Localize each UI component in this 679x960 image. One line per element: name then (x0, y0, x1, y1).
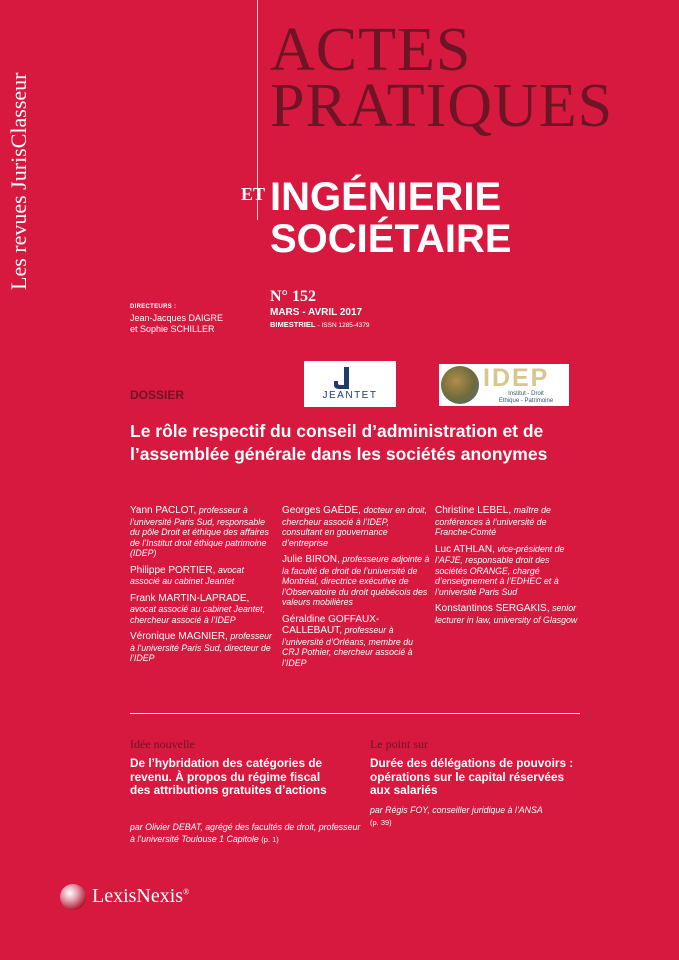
idep-subtitle-1: Institut - Droit (508, 391, 544, 397)
article-byline-2 (370, 805, 605, 828)
article-byline-1 (130, 822, 365, 845)
issue-info (270, 288, 470, 329)
contributors-column-2 (282, 505, 430, 674)
contributor-name: Géraldine GOFFAUX-CALLEBAUT, (282, 613, 380, 636)
contributor-name: Philippe PORTIER, (130, 564, 216, 576)
registered-mark: ® (183, 887, 190, 897)
contributor-name: Konstantinos SERGAKIS, (435, 603, 550, 614)
contributors-column-3 (435, 505, 583, 631)
idep-logo-text: IDEP (483, 364, 550, 392)
title-line-actes: ACTES (270, 16, 472, 84)
contributor-desc: senior lecturer in law, university of Glasgow (435, 603, 578, 625)
frequency-label: BIMESTRIEL (270, 320, 316, 329)
contributor-name: Yann PACLOT, (130, 505, 197, 516)
idep-subtitle-2: Ethique - Patrimoine (498, 398, 554, 404)
contributor (130, 565, 275, 587)
contributor-desc: avocat associé au cabinet Jeantet, chercheur associé à l’IDEP (130, 604, 265, 625)
idep-subtitle (485, 391, 567, 405)
contributors-column-1 (130, 505, 275, 670)
contributor-desc: professeur à l’université Paris Sud, directeur de l’IDEP (130, 631, 272, 663)
contributor-desc: avocat associé au cabinet Jeantet (130, 564, 244, 586)
section-label-le-point-sur: Le point sur (370, 737, 428, 751)
issn: - ISSN 1285-4379 (317, 322, 370, 329)
publisher-name: LexisNexis (92, 885, 184, 907)
title-line-societaire: SOCIÉTAIRE (270, 217, 512, 261)
contributor-desc: professeure adjointe à la faculté de droit de l’université de Montréal, directrice exécutive de l’Observatoire du droit québécois des valeurs mobilières (282, 554, 430, 607)
contributor-desc: professeur à l’université Paris Sud, responsable du pôle Droit et éthique des affaires de l’Institut droit éthique patrimoine (IDEP) (130, 505, 269, 558)
jeantet-logo-text: JEANTET (322, 390, 378, 401)
issue-number: N° 152 (270, 288, 316, 305)
contributor (435, 603, 583, 625)
headline-line-1: Le rôle respectif du conseil d’administration et de (130, 421, 544, 441)
idep-logo (439, 364, 569, 406)
contributor (435, 505, 583, 538)
contributor-desc: docteur en droit, chercheur associé à l’IDEP, consultant en gouvernance d’entreprise (282, 505, 428, 548)
byline-text-1: par Olivier DEBAT, agrégé des facultés de droit, professeur à l’université Toulouse 1 Capitole (130, 822, 361, 844)
title-conjunction: ET (241, 184, 266, 204)
section-label-idee-nouvelle: Idée nouvelle (130, 737, 195, 751)
dossier-headline (130, 420, 580, 466)
section-divider (130, 713, 580, 714)
page-ref-2: (p. 39) (370, 817, 392, 827)
magazine-title-secondary (270, 176, 670, 260)
magazine-title-primary (270, 16, 670, 140)
contributor-name: Georges GAÈDE, (282, 505, 361, 516)
directors-block (130, 302, 270, 335)
contributor-desc: professeur à l’université d’Orléans, membre du CRJ Pothier, chercheur associé à l’IDEP (282, 625, 414, 668)
contributor (130, 505, 275, 559)
article-title-2: Durée des délégations de pouvoirs : opérations sur le capital réservées aux salariés (370, 756, 574, 797)
contributor (282, 614, 430, 669)
directors-label: DIRECTEURS : (130, 304, 177, 310)
byline-text-2: par Régis FOY, conseiller juridique à l’ANSA (370, 805, 543, 815)
jeantet-logo (304, 361, 396, 407)
contributor-desc: maître de conférences à l’université de Franche-Comté (435, 505, 551, 537)
publisher-wordmark (92, 885, 189, 908)
contributor (282, 554, 430, 608)
page-ref-1: (p. 1) (261, 834, 279, 844)
article-title-1: De l’hybridation des catégories de revenu. À propos du régime fiscal des attributions gratuites d’actions (130, 756, 327, 797)
contributor-name: Christine LEBEL, (435, 505, 512, 516)
title-line-pratiques: PRATIQUES (270, 72, 614, 140)
lexisnexis-globe-icon (60, 884, 86, 910)
contributor (435, 544, 583, 598)
brand-vertical-text: Les revues JurisClasseur (6, 72, 31, 290)
headline-line-2: l’assemblée générale dans les sociétés anonymes (130, 444, 548, 464)
contributor-name: Véronique MAGNIER, (130, 631, 228, 642)
jeantet-j-icon (326, 367, 356, 391)
idep-emblem-icon (441, 366, 479, 404)
contributor-name: Frank MARTIN-LAPRADE, (130, 592, 250, 604)
title-line-ingenierie: INGÉNIERIE (270, 175, 502, 219)
contributor (130, 631, 275, 664)
contributor-name: Julie BIRON, (282, 554, 340, 565)
contributor (130, 593, 275, 626)
issue-date: MARS - AVRIL 2017 (270, 307, 363, 318)
director-name-1: Jean-Jacques DAIGRE (130, 313, 224, 323)
contributor-desc: vice-président de l’AFJE, responsable droit des sociétés ORANGE, chargé d’enseignement à l’EDHEC et à l’université Paris Sud (435, 543, 565, 597)
director-name-2: et Sophie SCHILLER (130, 324, 215, 334)
contributor (282, 505, 430, 548)
issue-frequency (270, 320, 470, 329)
dossier-label: DOSSIER (130, 388, 185, 402)
publisher-logo (60, 884, 260, 912)
contributor-name: Luc ATHLAN, (435, 543, 495, 555)
